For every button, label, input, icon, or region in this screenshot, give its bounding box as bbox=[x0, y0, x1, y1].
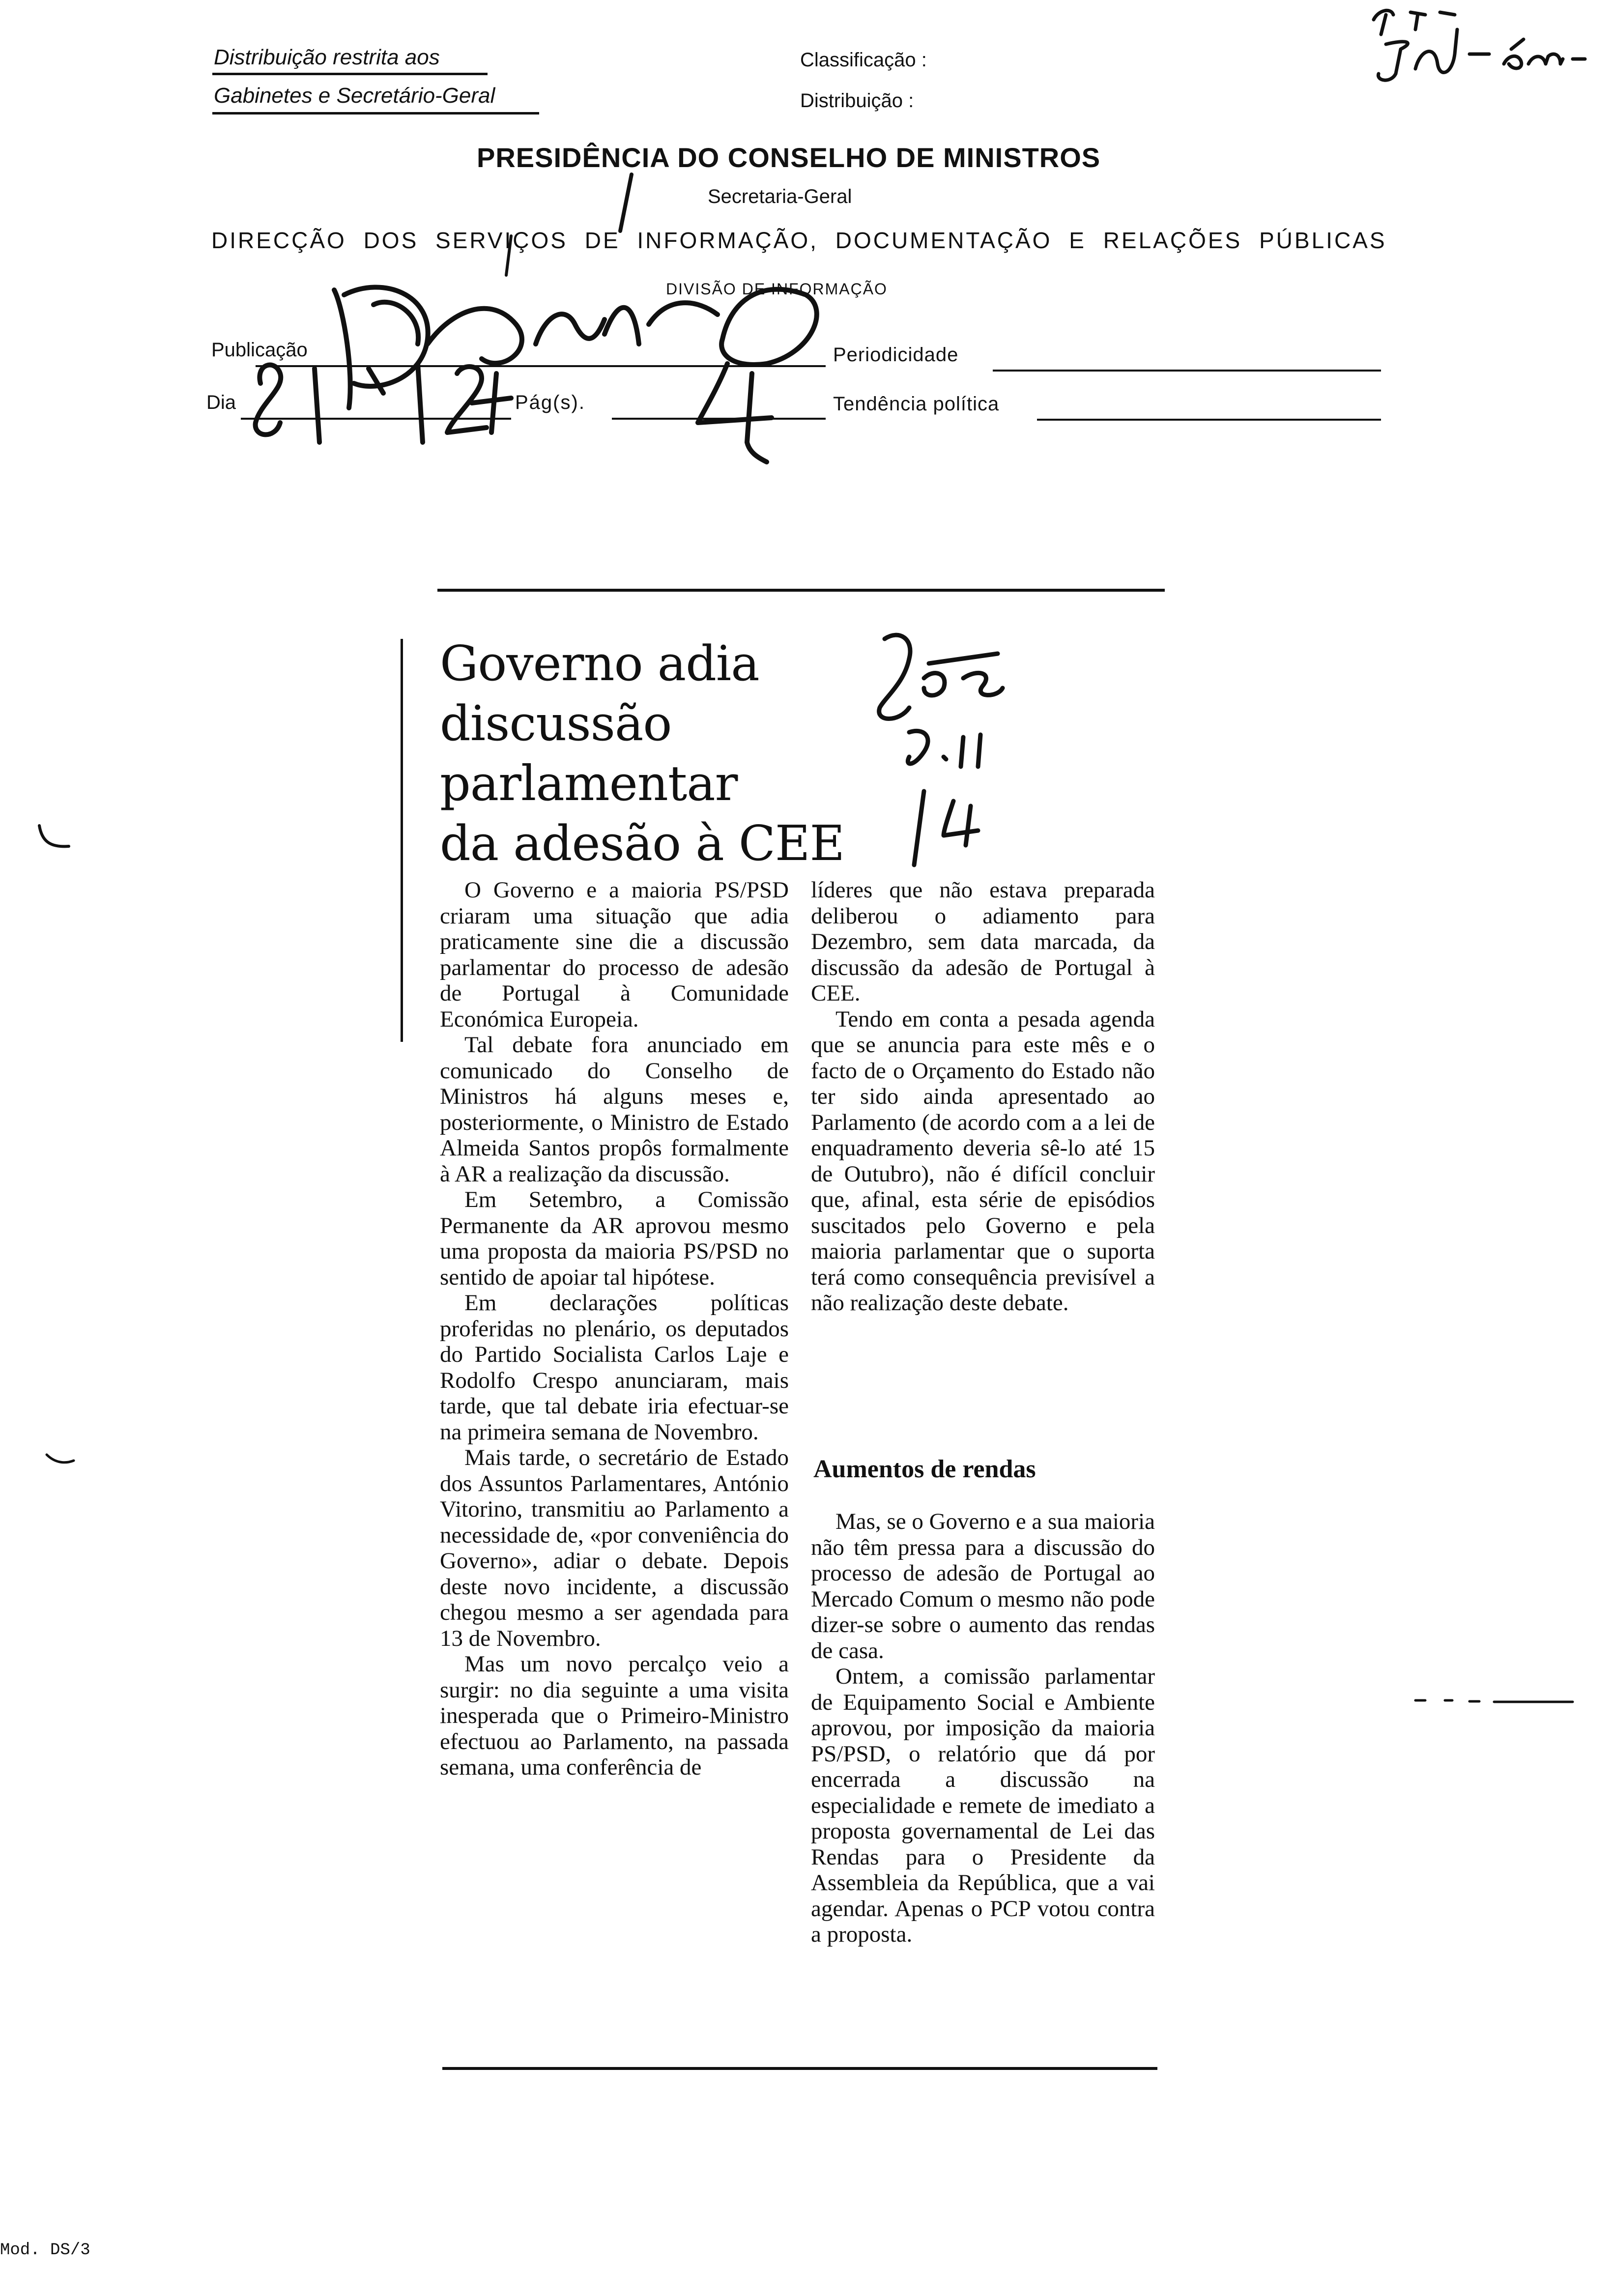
secretaria-geral-label: Secretaria-Geral bbox=[708, 186, 852, 207]
article-paragraph: Tal debate fora anunciado em comunicado do Conselho de Ministros há alguns meses e, posteriormente, o Ministro de Estado Almeida Santos propôs formalmente à AR a realização da discussão. bbox=[440, 1032, 789, 1187]
article-paragraph: O Governo e a maioria PS/PSD criaram uma situação que adia praticamente sine die a discussão parlamentar do processo de adesão de Portugal à Comunidade Económica Europeia. bbox=[440, 877, 789, 1032]
margin-mark-2 bbox=[47, 1455, 74, 1463]
article-paragraph: líderes que não estava preparada deliberou o adiamento para Dezembro, sem data marcada, da discussão da adesão de Portugal à CEE. bbox=[811, 877, 1155, 1006]
article-paragraph: Em Setembro, a Comissão Permanente da AR aprovou mesmo uma proposta da maioria PS/PSD no sentido de apoiar tal hipótese. bbox=[440, 1187, 789, 1290]
article-paragraph: Mas, se o Governo e a sua maioria não têm pressa para a discussão do processo de adesão de Portugal ao Mercado Comum o mesmo não pode dizer-se sobre o aumento das rendas de casa. bbox=[811, 1509, 1155, 1664]
clipping-side-rule bbox=[401, 639, 403, 1042]
classificacao-label: Classificação : bbox=[800, 49, 927, 71]
article-paragraph: Ontem, a comissão parlamentar de Equipamento Social e Ambiente aprovou, por imposição da maioria PS/PSD, o relatório que dá por encerrada a discussão na especialidade e remete de imediato a proposta governamental de Lei das Rendas para o Presidente da Assembleia da República, que a vai agendar. Apenas o PCP votou contra a proposta. bbox=[811, 1664, 1155, 1947]
restricted-distribution-line-2: Gabinetes e Secretário-Geral bbox=[214, 84, 495, 108]
article-headline bbox=[440, 634, 921, 874]
restricted-line-1-underline bbox=[212, 73, 488, 75]
article-right-column-top bbox=[811, 877, 1155, 1316]
headline-line: da adesão à CEE bbox=[440, 816, 844, 872]
article-paragraph: Em declarações políticas proferidas no plenário, os deputados do Partido Socialista Carlos Laje e Rodolfo Crespo anunciaram, mais tarde, que tal debate iria efectuar-se na primeira semana de Novembro. bbox=[440, 1290, 789, 1445]
article-paragraph: Mais tarde, o secretário de Estado dos Assuntos Parlamentares, António Vitorino, transmitiu ao Parlamento a necessidade de, «por conveniência do Governo», adiar o debate. Depois deste novo incidente, a discussão chegou mesmo a ser agendada para 13 de Novembro. bbox=[440, 1445, 789, 1651]
headline-line: Governo adia bbox=[440, 636, 759, 692]
margin-mark-1 bbox=[39, 826, 69, 846]
article-paragraph: Mas um novo percalço veio a surgir: no dia seguinte a uma visita inesperada que o Primeiro-Ministro efectuou ao Parlamento, na passada semana, uma conferência de bbox=[440, 1651, 789, 1780]
document-reference-code: Mod. DS/3 bbox=[0, 2241, 90, 2260]
article-subheading: Aumentos de rendas bbox=[813, 1455, 1036, 1483]
publicacao-field-line bbox=[256, 365, 826, 367]
headline-line: parlamentar bbox=[440, 756, 738, 812]
dia-field-line bbox=[241, 418, 511, 420]
article-paragraph: Tendo em conta a pesada agenda que se anuncia para este mês e o facto de o Orçamento do Estado não ter sido ainda apresentado ao Parlamento (de acordo com a a lei de enquadramento deveria sê-lo até 15 de Outubro), não é difícil concluir que, afinal, esta série de episódios suscitados pelo Governo e pela maioria parlamentar que o suporta terá como consequência previsível a não realização deste debate. bbox=[811, 1006, 1155, 1316]
pages-field-line bbox=[612, 418, 826, 420]
restricted-line-2-underline bbox=[212, 112, 539, 115]
tendencia-politica-field-label: Tendência política bbox=[833, 393, 1000, 415]
headline-line: discussão bbox=[440, 696, 672, 752]
periodicidade-field-label: Periodicidade bbox=[833, 344, 959, 366]
handwritten-tick-mark bbox=[620, 174, 632, 231]
tendencia-politica-field-line bbox=[1037, 419, 1381, 421]
clipping-top-rule bbox=[437, 589, 1165, 592]
handwritten-publication-name bbox=[334, 287, 817, 408]
restricted-distribution-line-1: Distribuição restrita aos bbox=[214, 45, 440, 69]
pages-field-label: Pág(s). bbox=[515, 392, 585, 413]
handwritten-page-number bbox=[698, 364, 772, 462]
article-left-column bbox=[440, 877, 789, 1780]
margin-dash-line bbox=[1415, 1700, 1573, 1702]
periodicidade-field-line bbox=[993, 370, 1381, 372]
dia-field-label: Dia bbox=[206, 392, 236, 413]
handwritten-top-right-note bbox=[1374, 10, 1585, 80]
distribuicao-label: Distribuição : bbox=[800, 90, 914, 112]
article-right-column-bottom bbox=[811, 1509, 1155, 1948]
organization-title: PRESIDÊNCIA DO CONSELHO DE MINISTROS bbox=[477, 142, 1101, 173]
clipping-bottom-rule bbox=[442, 2067, 1157, 2070]
divisao-informacao-label: DIVISÃO DE INFORMAÇÃO bbox=[666, 280, 888, 298]
handwritten-date bbox=[256, 364, 511, 442]
publicacao-field-label: Publicação bbox=[211, 339, 308, 361]
direccao-servicos-label: DIRECÇÃO DOS SERVIÇOS DE INFORMAÇÃO, DOCUMENTAÇÃO E RELAÇÕES PÚBLICAS bbox=[211, 228, 1387, 253]
